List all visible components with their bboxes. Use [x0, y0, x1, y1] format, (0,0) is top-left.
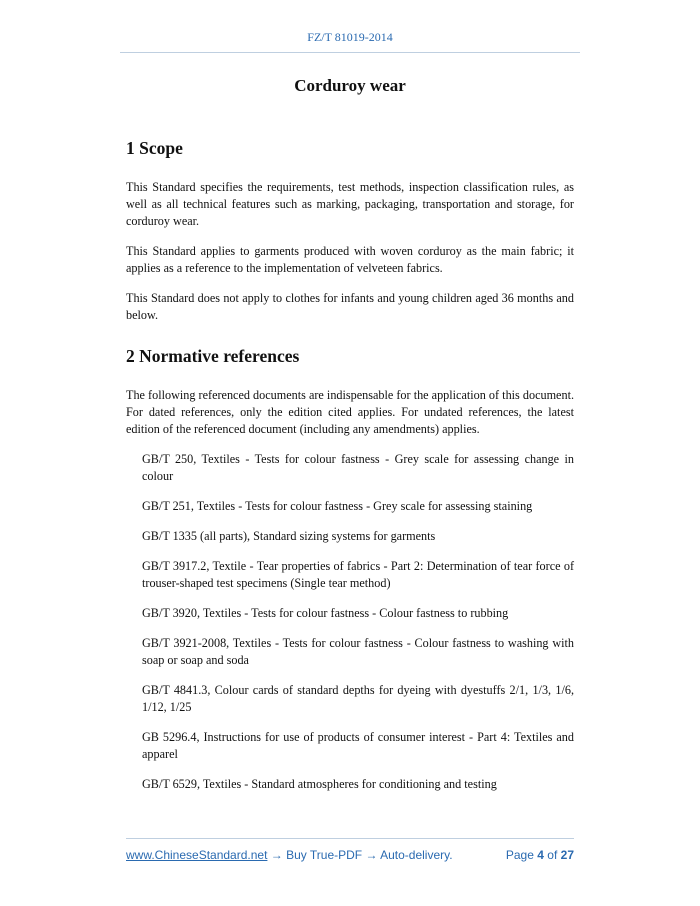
reference-item: GB/T 1335 (all parts), Standard sizing systems for garments [142, 529, 436, 543]
page-label: Page [505, 848, 534, 862]
header-divider [120, 52, 580, 53]
scope-paragraph: This Standard applies to garments produced with woven corduroy as the main fabric; it applies as a reference to the implementation of velveteen fabrics. [126, 244, 574, 275]
reference-item: GB/T 251, Textiles - Tests for colour fastness - Grey scale for assessing staining [142, 499, 533, 513]
reference-item: GB/T 3917.2, Textile - Tear properties of fabrics - Part 2: Determination of tear force of trouser-shaped test specimens (Single tear method) [142, 559, 574, 590]
scope-paragraph: This Standard specifies the requirements, test methods, inspection classification rules, as well as all technical features such as marking, packaging, transportation and storage, for corduroy wear. [126, 180, 574, 228]
reference-item: GB/T 4841.3, Colour cards of standard depths for dyeing with dyestuffs 2/1, 1/3, 1/6, 1/12, 1/25 [142, 683, 574, 714]
section-heading-normative-references: 2 Normative references [126, 346, 300, 366]
page-indicator [506, 848, 574, 862]
reference-item: GB/T 3920, Textiles - Tests for colour fastness - Colour fastness to rubbing [142, 606, 509, 620]
footer-promo [126, 848, 453, 862]
document-body [126, 138, 574, 806]
reference-item: GB/T 250, Textiles - Tests for colour fastness - Grey scale for assessing change in colour [142, 452, 574, 483]
reference-item: GB/T 6529, Textiles - Standard atmospheres for conditioning and testing [142, 777, 497, 791]
website-link[interactable]: www.ChineseStandard.net [126, 848, 268, 862]
document-title: Corduroy wear [294, 76, 406, 95]
of-label: of [547, 848, 558, 862]
section-heading-scope: 1 Scope [126, 138, 183, 158]
total-pages: 27 [560, 848, 574, 862]
footer-divider [126, 838, 574, 839]
reference-item: GB 5296.4, Instructions for use of products of consumer interest - Part 4: Textiles and apparel [142, 730, 574, 761]
page-number: 4 [537, 848, 544, 862]
references-intro-paragraph: The following referenced documents are indispensable for the application of this document. For dated references, only the edition cited applies. For undated references, the latest edition of the referenced document (including any amendments) applies. [126, 388, 574, 436]
scope-paragraph: This Standard does not apply to clothes for infants and young children aged 36 months and below. [126, 291, 574, 322]
footer-promo-text: → Buy True-PDF → Auto-delivery. [267, 848, 453, 862]
document-code-header: FZ/T 81019-2014 [307, 30, 393, 44]
reference-item: GB/T 3921-2008, Textiles - Tests for colour fastness - Colour fastness to washing with soap or soap and soda [142, 636, 574, 667]
